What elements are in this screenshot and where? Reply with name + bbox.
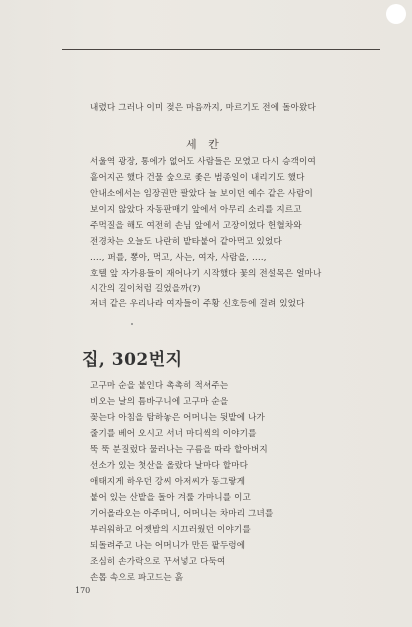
poem-line: ‥‥, 퍼를, 뽕아, 먹고, 사는, 여자, 사람을, ‥‥, (90, 253, 267, 263)
poem-line: 저녀 같은 우리나라 여자들이 주황 신호등에 걸려 있었다 (90, 299, 305, 309)
intro-line: 내렸다 그러나 이미 젖은 마음까지, 마르기도 전에 돌아왔다 (90, 103, 316, 113)
poem-line: 비오는 날의 틈바구니에 고구마 순을 (90, 397, 229, 407)
top-rule (62, 49, 380, 50)
poem-line: 부러워하고 어젯밤의 시끄러웠던 이야기를 (90, 525, 251, 535)
poem-line: 붙어 있는 산밭을 돌아 겨룰 가마니를 이고 (90, 493, 251, 503)
page-number: 170 (75, 586, 91, 595)
poem-line: 꽂는다 아침을 탐하놓은 어머니는 뒷밭에 나가 (90, 413, 265, 423)
poem-line: 고구마 순을 붙인다 촉촉히 적셔주는 (90, 381, 229, 391)
poem-line: 뚝 뚝 분질렀다 물러나는 구름을 따라 할아버지 (90, 445, 268, 455)
poem-line: 기어올라오는 아주머니, 어머니는 차마리 그녀를 (90, 509, 274, 519)
poem-line: 손톱 속으로 파고드는 흙 (90, 573, 184, 583)
ornament-dot (131, 323, 133, 325)
punch-hole (386, 4, 406, 24)
poem-line: 흩어지곤 했다 건물 숲으로 좇은 범종일이 내리기도 했다 (90, 173, 305, 183)
poem-2-title: 집, 302번지 (82, 350, 183, 370)
poem-line: 서울역 광장, 통에가 없어도 사람들은 모였고 다시 승객이여 (90, 157, 316, 167)
poem-line: 줄기를 베어 오시고 서너 마디씩의 이야기를 (90, 429, 257, 439)
poem-line: 보이지 않았다 자동판매기 앞에서 아무리 소리를 지르고 (90, 205, 302, 215)
poem-line: 시간의 길이처럼 길었을까(?) (90, 284, 201, 294)
poem-line: 호텔 앞 자가용들이 재어나기 시작했다 꽃의 전설목은 얼마나 (90, 269, 322, 279)
poem-line: 안내소에서는 임장권만 팔았다 늘 보이던 예수 같은 사람이 (90, 189, 314, 199)
poem-line: 선소가 있는 첫산을 올랐다 날마다 할마다 (90, 461, 249, 471)
section-heading: 세 칸 (186, 138, 223, 151)
poem-line: 주먹질을 해도 여전히 손님 앞에서 고장이었다 헌혈차와 (90, 221, 302, 231)
poem-line: 애태지게 하우던 강씨 아저씨가 동그랗게 (90, 477, 246, 487)
poem-line: 전경차는 오늘도 나란히 밭타붙어 같아먹고 있었다 (90, 237, 282, 247)
poem-line: 되돌려주고 나는 어머니가 만든 팥두렁에 (90, 541, 246, 551)
poem-line: 조심히 손가락으로 꾸셔넣고 다둑여 (90, 557, 226, 567)
